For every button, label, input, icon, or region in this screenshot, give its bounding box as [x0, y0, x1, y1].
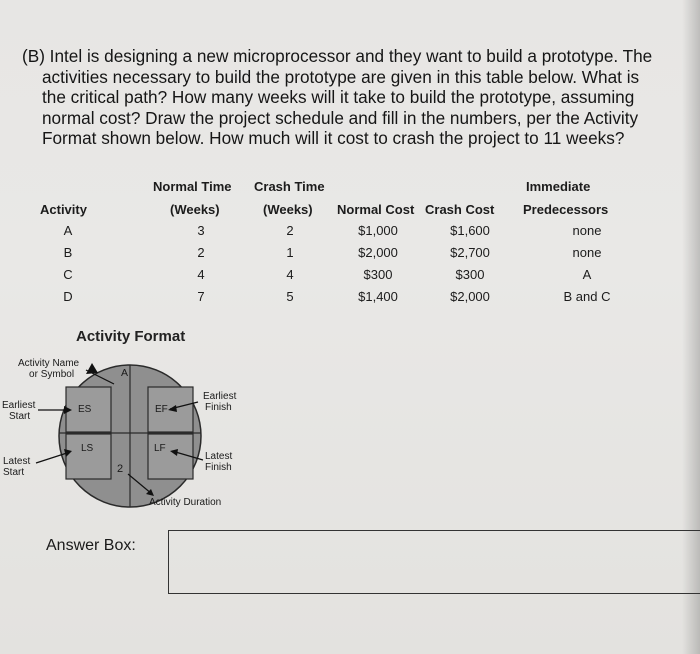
table-cell-activity: B — [63, 245, 73, 260]
table-cell-normal-time: 7 — [197, 289, 205, 304]
activity-name-line: or Symbol — [29, 369, 75, 380]
table-cell-predecessors: none — [572, 245, 602, 260]
circle-activity-name: A — [121, 367, 129, 379]
table-cell-crash-cost: $1,600 — [450, 223, 490, 238]
earliest-finish-line: Earliest — [203, 391, 237, 402]
activity-format-title: Activity Format — [76, 328, 186, 345]
earliest-finish-line: Finish — [205, 402, 232, 413]
table-cell-crash-time: 5 — [286, 289, 294, 304]
activity-name-line: Activity Name — [18, 358, 80, 369]
table-cell-activity: A — [63, 223, 73, 238]
latest-finish-line: Latest — [205, 451, 233, 462]
question-line: the critical path? How many weeks will it take to build the prototype, assuming — [42, 87, 635, 107]
question-line: (B) Intel is designing a new microprocessor and they want to build a prototype. The — [22, 46, 653, 66]
latest-finish-label — [205, 451, 232, 473]
table-cell-predecessors: none — [572, 223, 602, 238]
activity-name-label — [18, 358, 79, 380]
question-line: normal cost? Draw the project schedule and fill in the numbers, per the Activity — [42, 107, 639, 128]
header-weeks-normal: (Weeks) — [170, 202, 220, 217]
table-cell-crash-cost: $2,700 — [450, 245, 490, 260]
latest-finish-line: Finish — [205, 462, 232, 473]
table-cell-normal-time: 3 — [197, 223, 205, 238]
lf-box — [148, 434, 193, 479]
earliest-start-label — [2, 400, 35, 422]
ls-box — [66, 434, 111, 479]
earliest-start-line: Start — [9, 411, 31, 422]
table-cell-predecessors: B and C — [563, 289, 611, 304]
table-cell-predecessors: A — [582, 267, 592, 282]
header-crash-cost: Crash Cost — [425, 202, 495, 217]
table-cell-normal-cost: $1,400 — [358, 289, 398, 304]
table-cell-normal-time: 2 — [197, 245, 205, 260]
header-normal-time: Normal Time — [153, 179, 232, 194]
circle-ls-label: LS — [81, 443, 94, 454]
earliest-finish-label — [203, 391, 236, 413]
table-cell-crash-time: 2 — [286, 223, 294, 238]
table-cell-normal-time: 4 — [197, 267, 205, 282]
table-cell-activity: D — [63, 289, 73, 304]
table-cell-normal-cost: $2,000 — [358, 245, 398, 260]
header-predecessors: Predecessors — [523, 202, 609, 217]
circle-lf-label: LF — [154, 443, 166, 454]
answer-box-input[interactable] — [168, 530, 700, 594]
circle-duration-label: 2 — [117, 463, 124, 475]
table-cell-crash-cost: $2,000 — [450, 289, 490, 304]
latest-start-line: Latest — [3, 456, 31, 467]
table-cell-normal-cost: $300 — [363, 267, 393, 282]
table-cell-crash-time: 4 — [286, 267, 294, 282]
latest-start-line: Start — [3, 467, 25, 478]
header-normal-cost: Normal Cost — [337, 202, 415, 217]
table-cell-crash-cost: $300 — [455, 267, 485, 282]
circle-es-label: ES — [78, 404, 92, 415]
table-cell-normal-cost: $1,000 — [358, 223, 398, 238]
header-activity: Activity — [40, 202, 87, 217]
header-immediate: Immediate — [526, 179, 591, 194]
question-line: activities necessary to build the prototype are given in this table below. What is — [42, 66, 640, 87]
header-weeks-crash: (Weeks) — [263, 202, 313, 217]
answer-box-label: Answer Box: — [46, 537, 136, 554]
table-cell-crash-time: 1 — [286, 245, 294, 260]
earliest-start-line: Earliest — [2, 400, 36, 411]
table-cell-activity: C — [63, 267, 73, 282]
activity-duration-label: Activity Duration — [149, 497, 222, 508]
question-line: Format shown below. How much will it cost to crash the project to 11 weeks? — [42, 128, 625, 148]
header-crash-time: Crash Time — [254, 179, 325, 194]
circle-ef-label: EF — [155, 404, 168, 415]
latest-start-label — [3, 456, 30, 478]
